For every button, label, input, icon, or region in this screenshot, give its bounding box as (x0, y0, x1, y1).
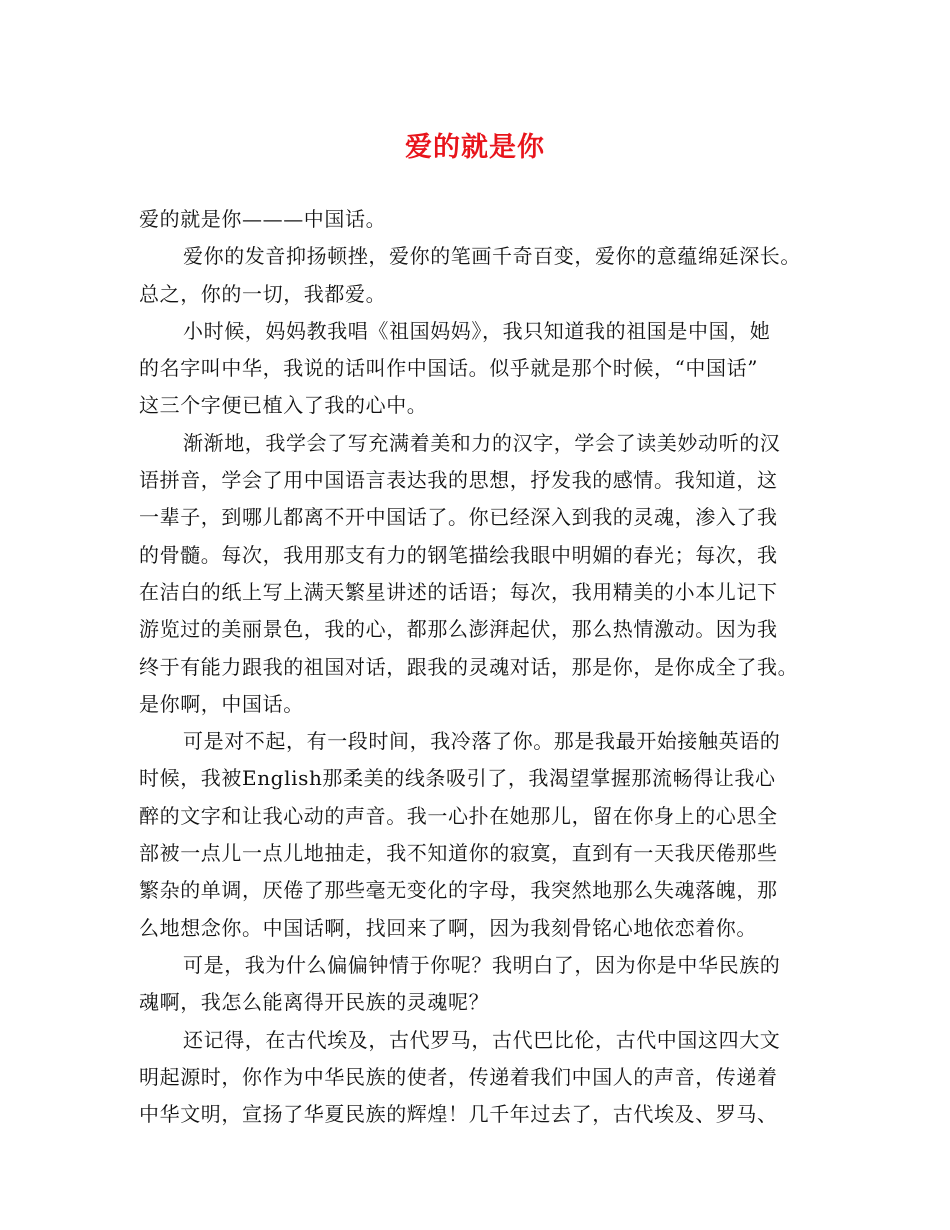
paragraph-line: 部被一点儿一点儿地抽走，我不知道你的寂寞，直到有一天我厌倦那些 (139, 841, 778, 866)
paragraph-line: 可是，我为什么偏偏钟情于你呢？我明白了，因为你是中华民族的 (183, 952, 781, 977)
paragraph-line: 魂啊，我怎么能离得开民族的灵魂呢？ (139, 990, 490, 1015)
paragraph-line: 总之，你的一切，我都爱。 (139, 281, 387, 306)
paragraph-line: 可是对不起，有一段时间，我冷落了你。那是我最开始接触英语的 (183, 729, 781, 754)
paragraph-line: 爱你的发音抑扬顿挫，爱你的笔画千奇百变，爱你的意蕴绵延深长。 (183, 244, 801, 269)
paragraph-line: 语拼音，学会了用中国语言表达我的思想，抒发我的感情。我知道，这 (139, 468, 778, 493)
paragraph-line: 这三个字便已植入了我的心中。 (139, 393, 428, 418)
paragraph-line: 渐渐地，我学会了写充满着美和力的汉字，学会了读美妙动听的汉 (183, 430, 781, 455)
document-body (139, 201, 839, 1133)
paragraph-line: 的名字叫中华，我说的话叫作中国话。似乎就是那个时候，“中国话” (139, 356, 759, 381)
document-title: 爱的就是你 (405, 132, 545, 163)
paragraph-line: 醉的文字和让我心动的声音。我一心扑在她那儿，留在你身上的心思全 (139, 803, 778, 828)
paragraph-line: 中华文明，宣扬了华夏民族的辉煌！几千年过去了，古代埃及、罗马、 (139, 1102, 778, 1127)
paragraph-line: 还记得，在古代埃及，古代罗马，古代巴比伦，古代中国这四大文 (183, 1027, 781, 1052)
paragraph-line: 是你啊，中国话。 (139, 691, 304, 716)
paragraph-line: 一辈子，到哪儿都离不开中国话了。你已经深入到我的灵魂，渗入了我 (139, 505, 778, 530)
paragraph-line: 时候，我被English那柔美的线条吸引了，我渴望掌握那流畅得让我心 (139, 766, 776, 791)
paragraph-line: 终于有能力跟我的祖国对话，跟我的灵魂对话，那是你，是你成全了我。 (139, 654, 799, 679)
paragraph-line: 的骨髓。每次，我用那支有力的钢笔描绘我眼中明媚的春光；每次，我 (139, 542, 778, 567)
paragraph-line: 明起源时，你作为中华民族的使者，传递着我们中国人的声音，传递着 (139, 1064, 778, 1089)
paragraph-line: 小时候，妈妈教我唱《祖国妈妈》，我只知道我的祖国是中国，她 (183, 318, 771, 343)
paragraph-line: 么地想念你。中国话啊，找回来了啊，因为我刻骨铭心地依恋着你。 (139, 915, 757, 940)
paragraph-line: 繁杂的单调，厌倦了那些毫无变化的字母，我突然地那么失魂落魄，那 (139, 878, 778, 903)
paragraph-line: 在洁白的纸上写上满天繁星讲述的话语；每次，我用精美的小本儿记下 (139, 579, 778, 604)
paragraph-line: 爱的就是你———中国话。 (139, 207, 387, 231)
paragraph-line: 游览过的美丽景色，我的心，都那么澎湃起伏，那么热情激动。因为我 (139, 617, 778, 642)
